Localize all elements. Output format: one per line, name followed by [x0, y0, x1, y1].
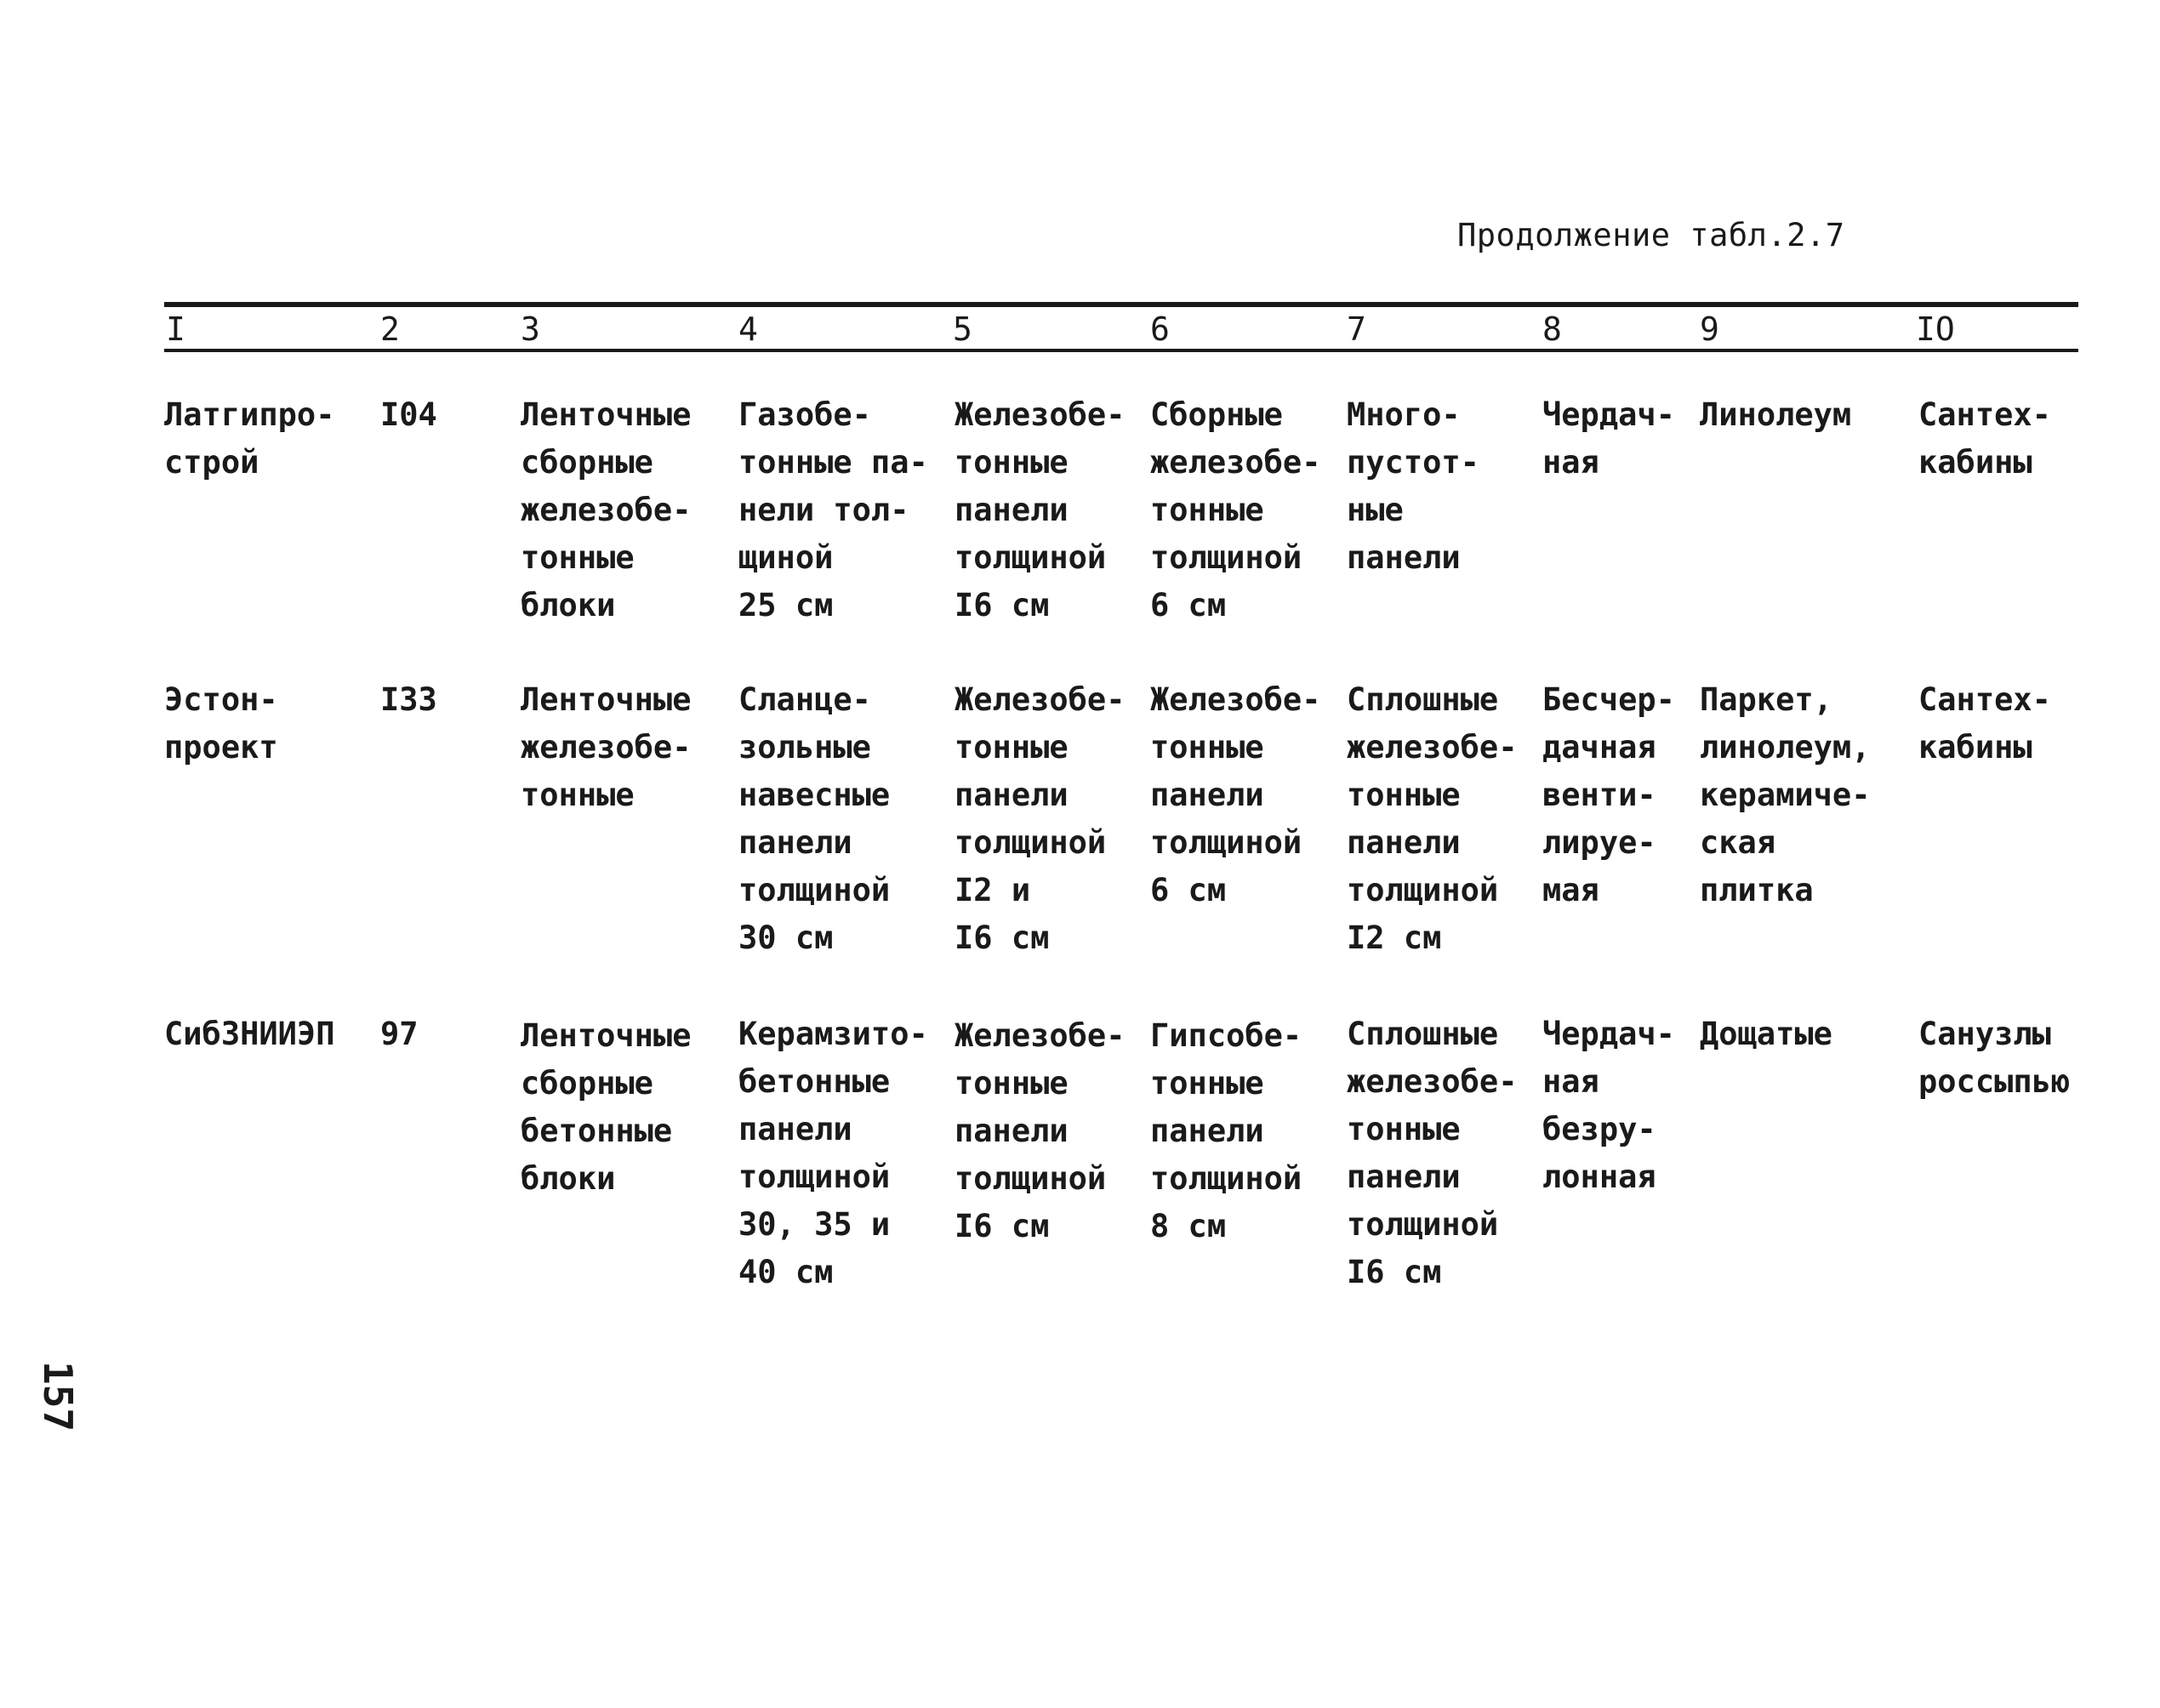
table-caption: Продолжение табл.2.7	[1457, 217, 1845, 253]
header-col-1: I	[166, 310, 185, 348]
cell-col-4: Сланце- зольные навесные панели толщиной 30 см	[738, 681, 891, 956]
cell-col-10: Санузлы россыпью	[1918, 1016, 2071, 1100]
page-number: 157	[35, 1361, 81, 1432]
cell-col-9: Паркет, линолеум, керамиче- ская плитка	[1700, 681, 1871, 908]
header-col-9: 9	[1700, 310, 1719, 348]
cell-col-6: Железобе- тонные панели толщиной 6 см	[1150, 681, 1321, 908]
header-col-8: 8	[1542, 310, 1562, 348]
cell-col-9: Дощатые	[1700, 1016, 1832, 1052]
table-top-rule	[164, 302, 2078, 307]
header-col-7: 7	[1347, 310, 1366, 348]
cell-col-2: I33	[380, 681, 437, 718]
cell-organization: Латгипро- строй	[164, 396, 335, 481]
cell-col-10: Сантех- кабины	[1918, 396, 2051, 481]
cell-organization: Эстон- проект	[164, 681, 278, 766]
cell-col-8: Бесчер- дачная венти- лируе- мая	[1542, 681, 1675, 908]
cell-organization: СибЗНИИЭП	[164, 1016, 335, 1052]
cell-col-7: Сплошные железобе- тонные панели толщиной I2 см	[1347, 681, 1518, 956]
cell-col-4: Газобе- тонные па- нели тол- щиной 25 см	[738, 396, 928, 623]
cell-col-2: 97	[380, 1016, 419, 1052]
cell-col-7: Сплошные железобе- тонные панели толщиной I6 см	[1347, 1016, 1518, 1290]
header-col-6: 6	[1150, 310, 1170, 348]
cell-col-9: Линолеум	[1700, 396, 1852, 433]
cell-col-8: Чердач- ная	[1542, 396, 1675, 481]
cell-col-7: Много- пустот- ные панели	[1347, 396, 1479, 576]
cell-col-3: Ленточные сборные железобе- тонные блоки	[521, 396, 692, 623]
cell-col-5: Железобе- тонные панели толщиной I2 и I6 см	[955, 681, 1126, 956]
header-col-3: 3	[521, 310, 540, 348]
cell-col-6: Гипсобе- тонные панели толщиной 8 см	[1150, 1017, 1302, 1244]
cell-col-10: Сантех- кабины	[1918, 681, 2051, 766]
cell-col-6: Сборные железобе- тонные толщиной 6 см	[1150, 396, 1321, 623]
header-col-10: IO	[1916, 310, 1955, 348]
header-col-5: 5	[953, 310, 972, 348]
header-col-2: 2	[380, 310, 400, 348]
cell-col-3: Ленточные сборные бетонные блоки	[521, 1017, 692, 1197]
cell-col-8: Чердач- ная безру- лонная	[1542, 1016, 1675, 1195]
table-header-rule	[164, 349, 2078, 352]
cell-col-3: Ленточные железобе- тонные	[521, 681, 692, 813]
cell-col-2: I04	[380, 396, 437, 433]
cell-col-5: Железобе- тонные панели толщиной I6 см	[955, 1017, 1126, 1244]
cell-col-4: Керамзито- бетонные панели толщиной 30, 35 и 40 см	[738, 1016, 928, 1290]
header-col-4: 4	[738, 310, 758, 348]
cell-col-5: Железобе- тонные панели толщиной I6 см	[955, 396, 1126, 623]
